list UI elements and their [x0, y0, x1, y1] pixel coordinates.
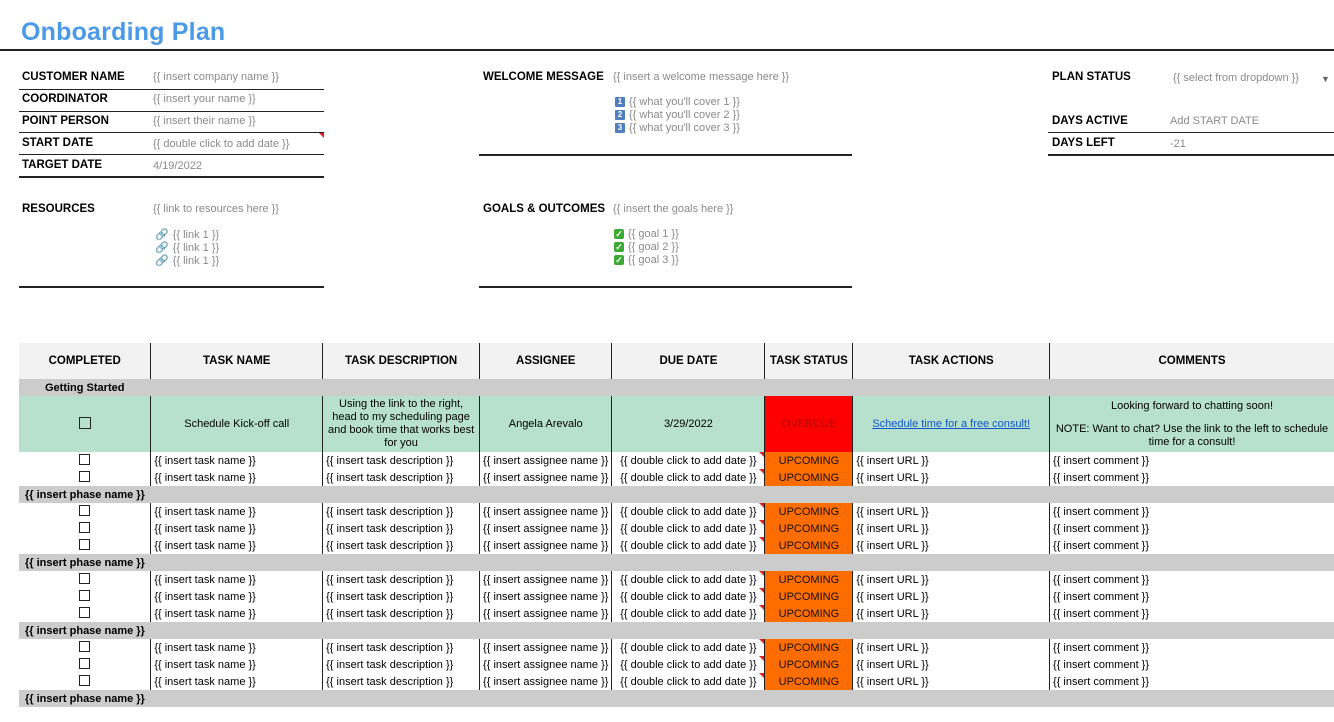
coordinator-field[interactable]: {{ insert your name }}	[153, 93, 256, 105]
table-row	[19, 588, 1334, 605]
number-3-icon: 3	[615, 123, 625, 133]
due-date-cell[interactable]: {{ double click to add date }}	[612, 639, 765, 656]
note-indicator	[759, 656, 764, 661]
table-row	[19, 503, 1334, 520]
goals-label: GOALS & OUTCOMES	[483, 203, 606, 215]
welcome-message-field[interactable]: {{ insert a welcome message here }}	[613, 71, 790, 83]
due-date-cell[interactable]: {{ double click to add date }}	[612, 588, 765, 605]
task-name-cell[interactable]: {{ insert task name }}	[151, 571, 323, 588]
customer-name-field[interactable]: {{ insert company name }}	[153, 71, 279, 83]
assignee-cell[interactable]: {{ insert assignee name }}	[480, 537, 612, 554]
task-name-cell[interactable]: {{ insert task name }}	[151, 520, 323, 537]
note-indicator	[759, 605, 764, 610]
link-icon: 🔗	[155, 255, 169, 267]
phase-row	[19, 622, 1334, 639]
assignee-cell[interactable]: {{ insert assignee name }}	[480, 571, 612, 588]
task-action-cell[interactable]: {{ insert URL }}	[853, 673, 1050, 690]
note-indicator	[759, 588, 764, 593]
target-date-value[interactable]: 4/19/2022	[153, 160, 202, 172]
task-name-cell[interactable]: {{ insert task name }}	[151, 537, 323, 554]
divider	[1048, 132, 1334, 133]
completed-checkbox[interactable]	[79, 658, 90, 669]
note-indicator	[759, 520, 764, 525]
task-status-cell[interactable]: UPCOMING	[765, 656, 853, 673]
task-description-cell[interactable]: {{ insert task description }}	[323, 537, 480, 554]
resource-link-item[interactable]: 🔗 {{ link 1 }}	[155, 241, 220, 254]
welcome-message-label: WELCOME MESSAGE	[483, 71, 604, 83]
phase-name-cell[interactable]: {{ insert phase name }}	[19, 690, 1334, 707]
comment-cell[interactable]: {{ insert comment }}	[1053, 590, 1150, 603]
column-header: ASSIGNEE	[480, 343, 612, 379]
target-date-label: TARGET DATE	[22, 159, 103, 171]
column-header: COMPLETED	[19, 343, 151, 379]
phase-row: Getting Started	[19, 379, 1334, 396]
note-indicator	[759, 503, 764, 508]
task-action-cell[interactable]: {{ insert URL }}	[853, 520, 1050, 537]
phase-row	[19, 554, 1334, 571]
task-description-cell[interactable]: Using the link to the right, head to my scheduling page and book time that works best for you	[323, 396, 480, 452]
completed-checkbox[interactable]	[79, 675, 90, 686]
assignee-cell[interactable]: {{ insert assignee name }}	[480, 673, 612, 690]
page-title: Onboarding Plan	[21, 18, 226, 46]
assignee-cell[interactable]: {{ insert assignee name }}	[480, 452, 612, 469]
table-row	[19, 452, 1334, 469]
column-header: TASK ACTIONS	[853, 343, 1050, 379]
task-description-cell[interactable]: {{ insert task description }}	[323, 588, 480, 605]
task-status-cell[interactable]: UPCOMING	[765, 469, 853, 486]
link-icon: 🔗	[155, 229, 169, 241]
table-row	[19, 605, 1334, 622]
task-description-cell[interactable]: {{ insert task description }}	[323, 673, 480, 690]
comment-cell[interactable]: Looking forward to chatting soon! NOTE: Want to chat? Use the link to the left to schedule time for a consult!	[1050, 396, 1334, 452]
task-action-cell[interactable]: {{ insert URL }}	[853, 469, 1050, 486]
completed-checkbox[interactable]	[79, 573, 90, 584]
note-indicator	[759, 673, 764, 678]
assignee-cell[interactable]: {{ insert assignee name }}	[480, 503, 612, 520]
completed-checkbox[interactable]	[79, 590, 90, 601]
phase-row	[19, 690, 1334, 707]
completed-checkbox[interactable]	[79, 522, 90, 533]
chevron-down-icon[interactable]: ▼	[1321, 74, 1330, 84]
task-status-cell[interactable]: UPCOMING	[765, 639, 853, 656]
cover-item: 1 {{ what you'll cover 1 }}	[615, 96, 740, 108]
due-date-cell[interactable]: {{ double click to add date }}	[612, 469, 765, 486]
column-header: COMMENTS	[1050, 343, 1334, 379]
task-description-cell[interactable]: {{ insert task description }}	[323, 452, 480, 469]
assignee-cell[interactable]: {{ insert assignee name }}	[480, 469, 612, 486]
completed-checkbox[interactable]	[79, 417, 91, 429]
divider	[19, 111, 324, 112]
resources-label: RESOURCES	[22, 203, 95, 215]
comment-cell[interactable]: {{ insert comment }}	[1053, 522, 1150, 535]
column-header: TASK DESCRIPTION	[323, 343, 480, 379]
due-date-cell[interactable]: {{ double click to add date }}	[612, 452, 765, 469]
table-row	[19, 639, 1334, 656]
divider	[479, 286, 852, 288]
task-name-cell[interactable]: {{ insert task name }}	[151, 656, 323, 673]
phase-name-cell[interactable]: {{ insert phase name }}	[19, 554, 1334, 571]
phase-row	[19, 486, 1334, 503]
table-row	[19, 571, 1334, 588]
table-row	[19, 469, 1334, 486]
customer-name-label: CUSTOMER NAME	[22, 71, 125, 83]
assignee-cell[interactable]: {{ insert assignee name }}	[480, 656, 612, 673]
resource-link-item[interactable]: 🔗 {{ link 1 }}	[155, 228, 220, 241]
note-indicator	[759, 469, 764, 474]
divider	[1048, 154, 1334, 156]
comment-cell[interactable]: {{ insert comment }}	[1053, 675, 1150, 688]
comment-cell[interactable]: {{ insert comment }}	[1053, 505, 1150, 518]
task-action-cell[interactable]: {{ insert URL }}	[853, 571, 1050, 588]
task-status-cell[interactable]: UPCOMING	[765, 537, 853, 554]
start-date-field[interactable]: {{ double click to add date }}	[153, 138, 290, 150]
point-person-label: POINT PERSON	[22, 115, 109, 127]
comment-cell[interactable]: {{ insert comment }}	[1053, 658, 1150, 671]
due-date-cell[interactable]: {{ double click to add date }}	[612, 605, 765, 622]
task-description-cell[interactable]: {{ insert task description }}	[323, 503, 480, 520]
due-date-cell[interactable]: {{ double click to add date }}	[612, 503, 765, 520]
phase-name-cell[interactable]: {{ insert phase name }}	[19, 622, 1334, 639]
link-icon: 🔗	[155, 242, 169, 254]
task-status-cell[interactable]: UPCOMING	[765, 503, 853, 520]
assignee-cell[interactable]: {{ insert assignee name }}	[480, 520, 612, 537]
task-name-cell[interactable]: {{ insert task name }}	[151, 452, 323, 469]
assignee-cell[interactable]: {{ insert assignee name }}	[480, 639, 612, 656]
task-action-cell[interactable]: {{ insert URL }}	[853, 452, 1050, 469]
table-row	[19, 520, 1334, 537]
table-row	[19, 396, 1334, 452]
task-description-cell[interactable]: {{ insert task description }}	[323, 639, 480, 656]
phase-name-cell[interactable]: {{ insert phase name }}	[19, 486, 1334, 503]
task-action-cell[interactable]: {{ insert URL }}	[853, 656, 1050, 673]
assignee-cell[interactable]: Angela Arevalo	[480, 396, 612, 452]
goal-item: ✓ {{ goal 1 }}	[615, 228, 679, 240]
due-date-cell[interactable]: {{ double click to add date }}	[612, 673, 765, 690]
completed-checkbox[interactable]	[79, 641, 90, 652]
task-table	[19, 343, 1334, 707]
divider	[19, 154, 324, 155]
plan-status-label: PLAN STATUS	[1052, 71, 1131, 83]
note-indicator	[319, 133, 324, 138]
task-name-cell[interactable]: {{ insert task name }}	[151, 588, 323, 605]
task-name-cell[interactable]: {{ insert task name }}	[151, 503, 323, 520]
task-action-cell[interactable]: {{ insert URL }}	[853, 588, 1050, 605]
check-mark-icon: ✓	[615, 255, 623, 265]
task-status-cell[interactable]: OVERDUE	[765, 396, 853, 452]
resource-link-item[interactable]: 🔗 {{ link 1 }}	[155, 254, 220, 267]
number-2-icon: 2	[615, 110, 625, 120]
task-action-cell[interactable]: {{ insert URL }}	[853, 639, 1050, 656]
task-status-cell[interactable]: UPCOMING	[765, 588, 853, 605]
due-date-cell[interactable]: {{ double click to add date }}	[612, 520, 765, 537]
resources-field[interactable]: {{ link to resources here }}	[153, 203, 279, 215]
task-status-cell[interactable]: UPCOMING	[765, 673, 853, 690]
task-name-cell[interactable]: {{ insert task name }}	[151, 469, 323, 486]
task-action-cell[interactable]: {{ insert URL }}	[853, 605, 1050, 622]
check-mark-icon: ✓	[615, 242, 623, 252]
completed-checkbox[interactable]	[79, 454, 90, 465]
task-description-cell[interactable]: {{ insert task description }}	[323, 656, 480, 673]
days-active-label: DAYS ACTIVE	[1052, 115, 1128, 127]
comment-cell[interactable]: {{ insert comment }}	[1053, 573, 1150, 586]
divider	[19, 176, 324, 178]
goal-item: ✓ {{ goal 3 }}	[615, 254, 679, 266]
completed-checkbox[interactable]	[79, 505, 90, 516]
completed-checkbox[interactable]	[79, 471, 90, 482]
table-row	[19, 537, 1334, 554]
task-description-cell[interactable]: {{ insert task description }}	[323, 520, 480, 537]
schedule-consult-link[interactable]: Schedule time for a free consult!	[872, 418, 1031, 430]
task-description-cell[interactable]: {{ insert task description }}	[323, 469, 480, 486]
column-header: TASK STATUS	[765, 343, 853, 379]
divider	[19, 132, 324, 133]
task-name-cell[interactable]: Schedule Kick-off call	[151, 396, 323, 452]
task-name-cell[interactable]: {{ insert task name }}	[151, 639, 323, 656]
table-row	[19, 673, 1334, 690]
due-date-cell[interactable]: {{ double click to add date }}	[612, 571, 765, 588]
table-row	[19, 656, 1334, 673]
note-indicator	[759, 452, 764, 457]
comment-cell[interactable]: {{ insert comment }}	[1053, 471, 1150, 484]
task-status-cell[interactable]: UPCOMING	[765, 520, 853, 537]
cover-item: 3 {{ what you'll cover 3 }}	[615, 122, 740, 134]
comment-cell[interactable]: {{ insert comment }}	[1053, 607, 1150, 620]
assignee-cell[interactable]: {{ insert assignee name }}	[480, 588, 612, 605]
title-divider	[0, 49, 1334, 51]
note-indicator	[759, 537, 764, 542]
assignee-cell[interactable]: {{ insert assignee name }}	[480, 605, 612, 622]
point-person-field[interactable]: {{ insert their name }}	[153, 115, 256, 127]
note-indicator	[759, 571, 764, 576]
coordinator-label: COORDINATOR	[22, 93, 108, 105]
task-status-cell[interactable]: UPCOMING	[765, 452, 853, 469]
goals-field[interactable]: {{ insert the goals here }}	[613, 203, 734, 215]
column-header: TASK NAME	[151, 343, 323, 379]
task-action-cell[interactable]: {{ insert URL }}	[853, 537, 1050, 554]
due-date-cell[interactable]: {{ double click to add date }}	[612, 656, 765, 673]
plan-status-dropdown[interactable]: {{ select from dropdown }}	[1173, 72, 1299, 84]
task-name-cell[interactable]: {{ insert task name }}	[151, 673, 323, 690]
note-indicator	[759, 639, 764, 644]
task-status-cell[interactable]: UPCOMING	[765, 605, 853, 622]
column-header: DUE DATE	[612, 343, 765, 379]
comment-cell[interactable]: {{ insert comment }}	[1053, 454, 1150, 467]
cover-item: 2 {{ what you'll cover 2 }}	[615, 109, 740, 121]
comment-cell[interactable]: {{ insert comment }}	[1053, 641, 1150, 654]
due-date-cell[interactable]: 3/29/2022	[612, 396, 765, 452]
divider	[479, 154, 852, 156]
days-left-label: DAYS LEFT	[1052, 137, 1115, 149]
task-status-cell[interactable]: UPCOMING	[765, 571, 853, 588]
days-active-value: Add START DATE	[1170, 115, 1260, 127]
task-description-cell[interactable]: {{ insert task description }}	[323, 605, 480, 622]
start-date-label: START DATE	[22, 137, 94, 149]
due-date-cell[interactable]: {{ double click to add date }}	[612, 537, 765, 554]
goal-item: ✓ {{ goal 2 }}	[615, 241, 679, 253]
days-left-value: -21	[1170, 138, 1186, 150]
divider	[19, 286, 324, 288]
completed-checkbox[interactable]	[79, 607, 90, 618]
completed-checkbox[interactable]	[79, 539, 90, 550]
comment-cell[interactable]: {{ insert comment }}	[1053, 539, 1150, 552]
divider	[19, 89, 324, 90]
task-action-cell[interactable]: {{ insert URL }}	[853, 503, 1050, 520]
number-1-icon: 1	[615, 97, 625, 107]
task-name-cell[interactable]: {{ insert task name }}	[151, 605, 323, 622]
check-mark-icon: ✓	[615, 229, 623, 239]
task-description-cell[interactable]: {{ insert task description }}	[323, 571, 480, 588]
